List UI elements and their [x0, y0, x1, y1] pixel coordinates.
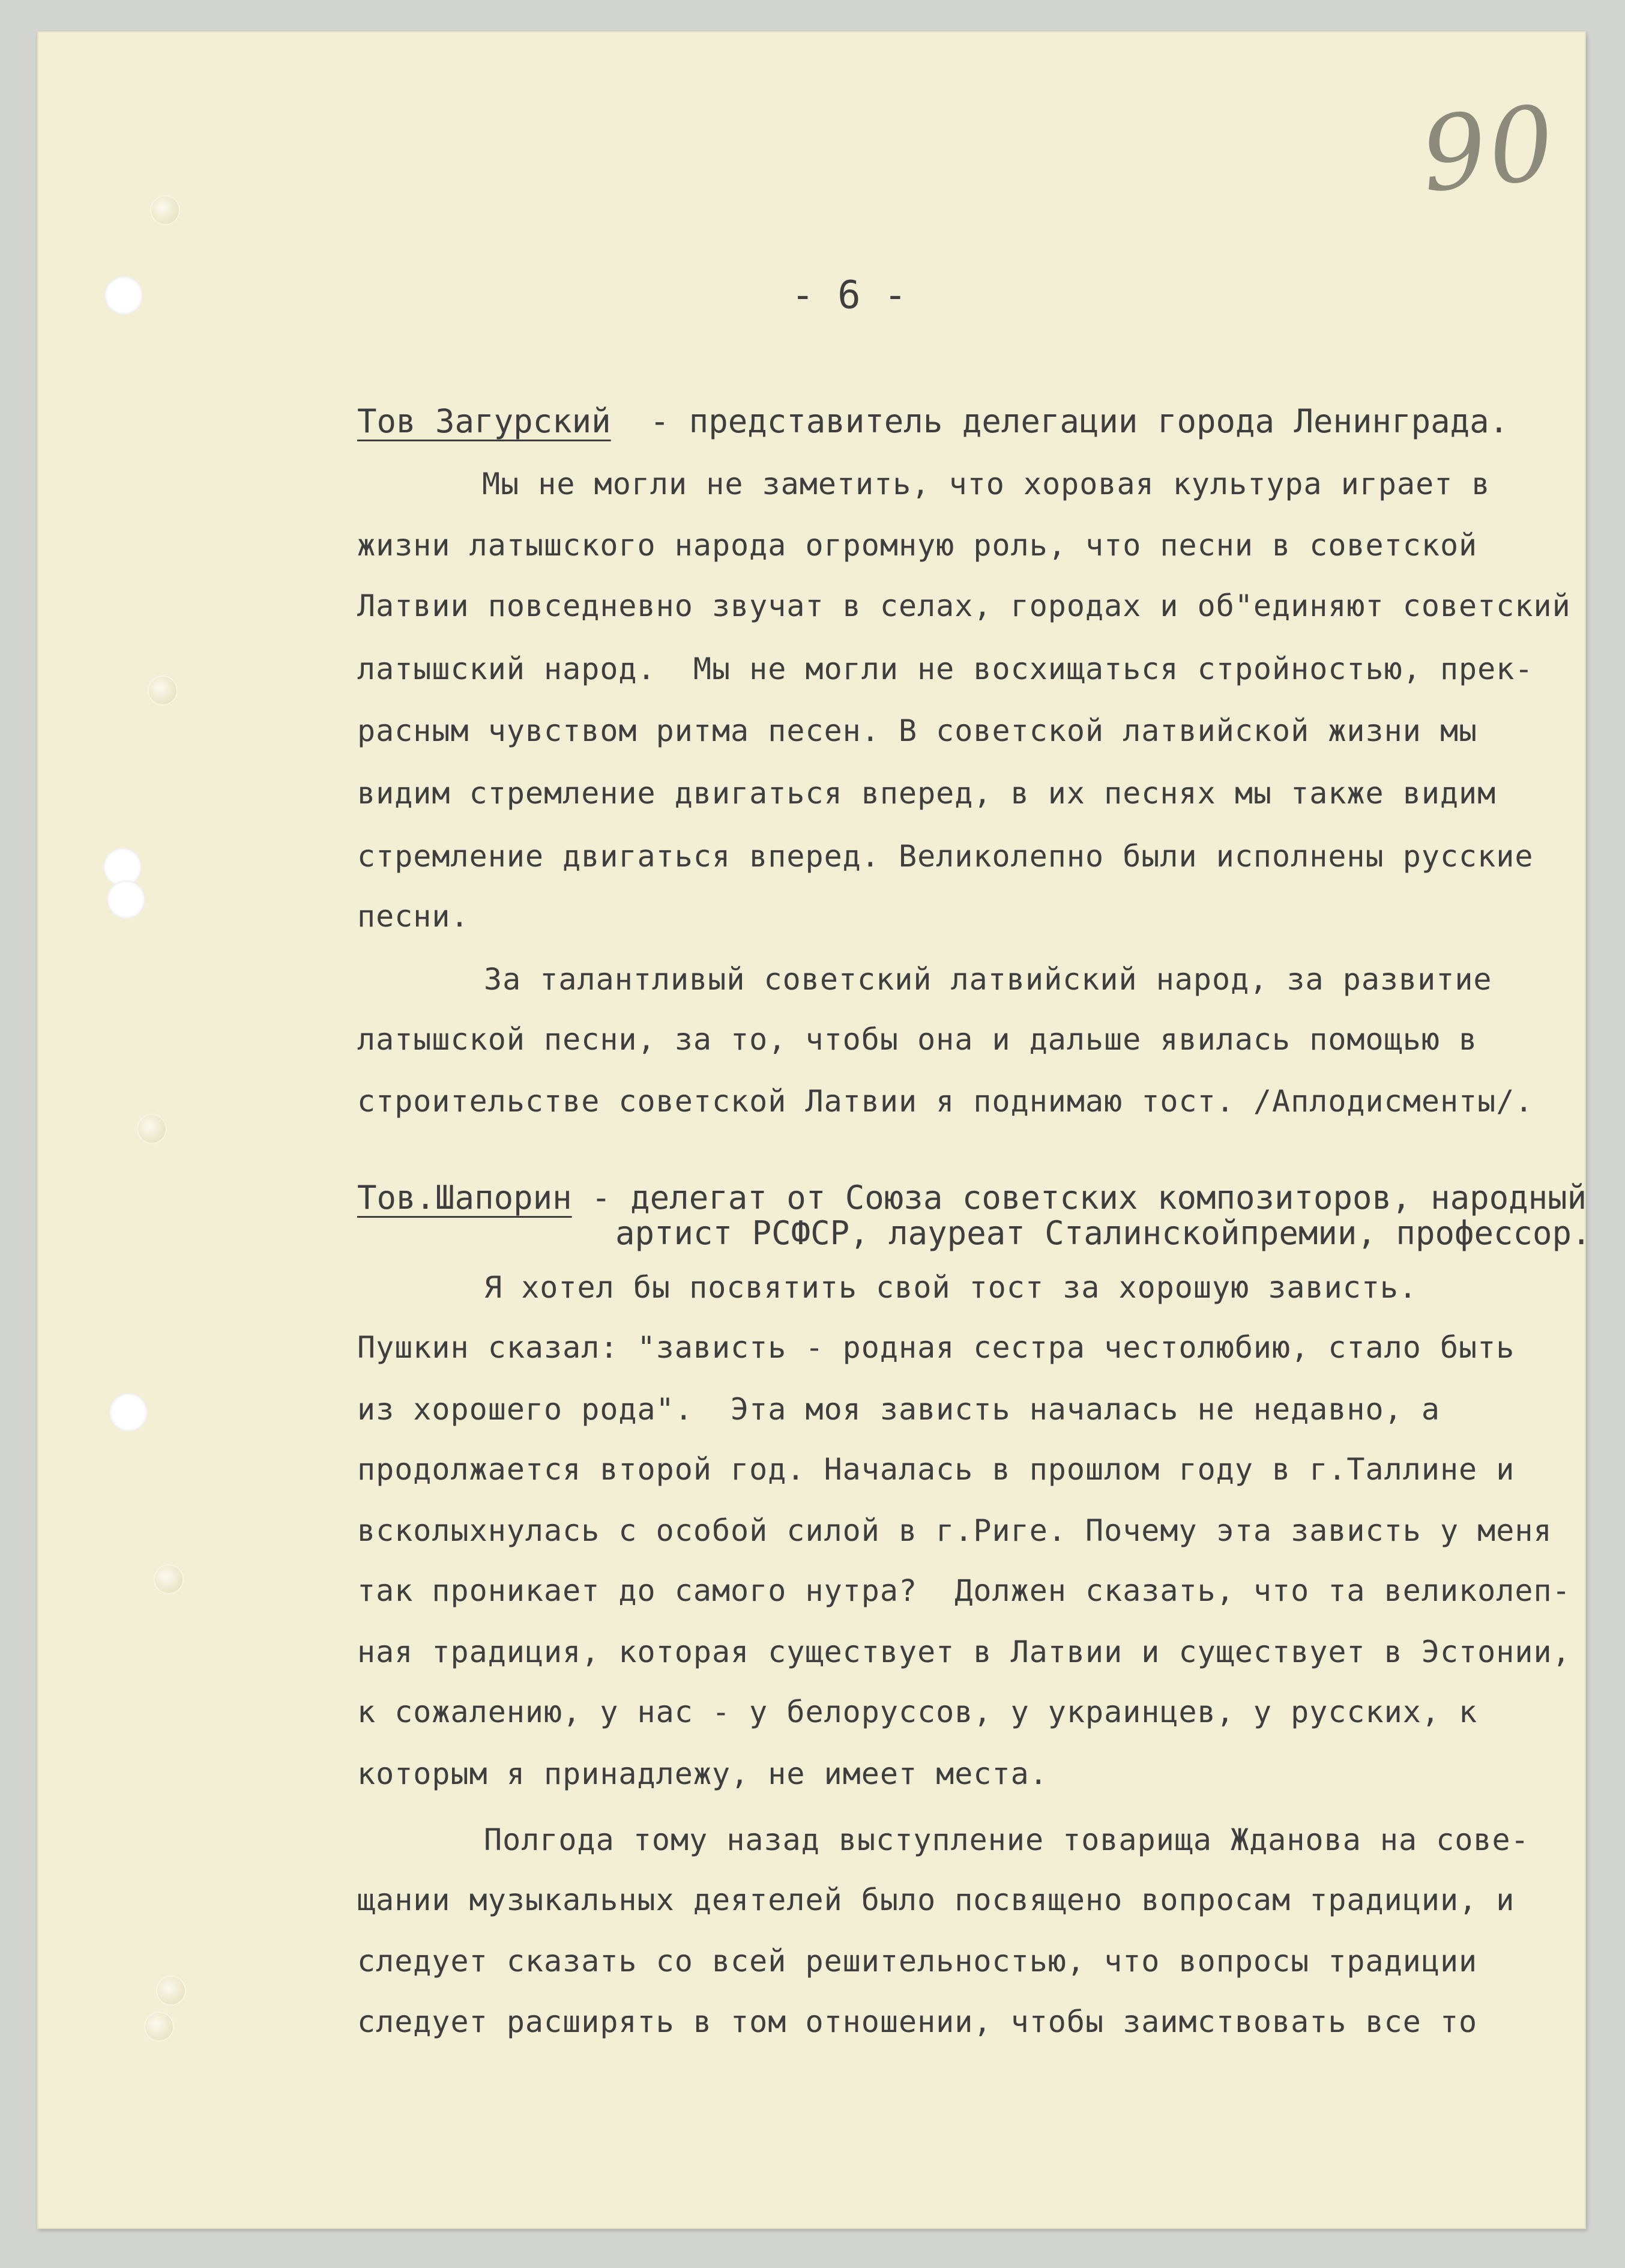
- text-line: Мы не могли не заметить, что хоровая культура играет в: [482, 467, 1491, 501]
- text-line: ная традиция, которая существует в Латвии и существует в Эстонии,: [357, 1634, 1571, 1669]
- text-line: песни.: [357, 899, 469, 934]
- emboss-mark: [145, 2013, 173, 2040]
- text-line: которым я принадлежу, не имеет места.: [357, 1756, 1048, 1791]
- punch-hole: [109, 1393, 148, 1432]
- text-line: жизни латышского народа огромную роль, что песни в советской: [357, 528, 1478, 563]
- emboss-mark: [151, 196, 179, 224]
- handwritten-number: 90: [1415, 83, 1563, 216]
- text-line: всколыхнулась с особой силой в г.Риге. Почему эта зависть у меня: [357, 1513, 1552, 1548]
- text-line: латышский народ. Мы не могли не восхищаться стройностью, прек-: [357, 652, 1534, 686]
- emboss-mark: [138, 1115, 166, 1143]
- text-line: стремление двигаться вперед. Великолепно были исполнены русские: [357, 839, 1534, 874]
- text-line: латышской песни, за то, чтобы она и дальше явилась помощью в: [357, 1022, 1478, 1057]
- speaker-role: - представитель делегации города Ленинграда.: [611, 402, 1509, 440]
- text-line: Пушкин сказал: "зависть - родная сестра честолюбию, стало быть: [357, 1330, 1515, 1365]
- page-number: - 6 -: [791, 273, 907, 318]
- text-line: видим стремление двигаться вперед, в их песнях мы также видим: [357, 776, 1497, 811]
- punch-hole: [107, 880, 145, 919]
- emboss-mark: [157, 1977, 185, 2004]
- text-line: строительстве советской Латвии я поднимаю тост. /Аплодисменты/.: [357, 1084, 1534, 1119]
- text-line: Полгода тому назад выступление товарища Жданова на сове-: [484, 1822, 1530, 1857]
- text-line: к сожалению, у нас - у белоруссов, у украинцев, у русских, к: [357, 1695, 1478, 1729]
- emboss-mark: [149, 677, 176, 704]
- text-line: следует расширять в том отношении, чтобы заимствовать все то: [357, 2004, 1478, 2039]
- punch-hole: [104, 276, 143, 315]
- text-line: Я хотел бы посвятить свой тост за хорошую зависть.: [484, 1270, 1418, 1305]
- text-line: За талантливый советский латвийский народ, за развитие: [484, 962, 1492, 997]
- speaker-role-line: артист РСФСР, лауреат Сталинскойпремии, профессор.: [615, 1214, 1591, 1252]
- speaker-name: Тов Загурский: [357, 402, 611, 440]
- text-line: следует сказать со всей решительностью, что вопросы традиции: [357, 1944, 1478, 1979]
- emboss-mark: [155, 1565, 182, 1593]
- speaker-line: [357, 1179, 1587, 1217]
- speaker-name: Тов.Шапорин: [357, 1179, 572, 1217]
- text-line: расным чувством ритма песен. В советской латвийской жизни мы: [357, 713, 1478, 748]
- text-line: щании музыкальных деятелей было посвящено вопросам традиции, и: [357, 1882, 1515, 1917]
- text-line: так проникает до самого нутра? Должен сказать, что та великолеп-: [357, 1573, 1571, 1608]
- text-line: из хорошего рода". Эта моя зависть началась не недавно, а: [357, 1392, 1440, 1427]
- speaker-role: - делегат от Союза советских композиторов, народный: [571, 1179, 1587, 1217]
- text-line: продолжается второй год. Началась в прошлом году в г.Таллине и: [357, 1452, 1515, 1487]
- text-line: Латвии повседневно звучат в селах, городах и об"единяют советский: [357, 588, 1571, 623]
- speaker-line: [357, 402, 1509, 440]
